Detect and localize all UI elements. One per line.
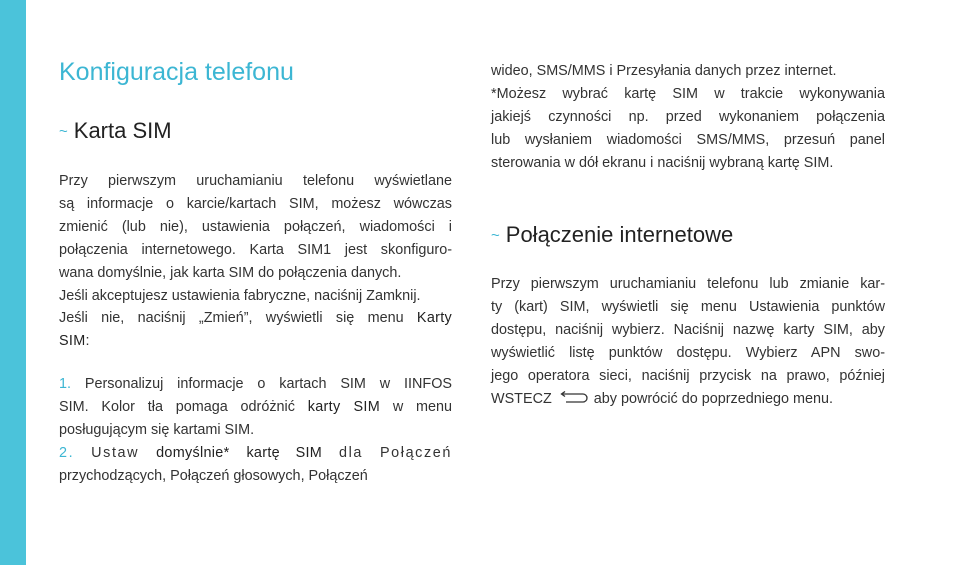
text-line: jakiejś czynności np. przed wykonaniem połączenia	[491, 108, 885, 125]
sim-menu-ref: SIM	[59, 333, 86, 350]
text-line: *Możesz wybrać kartę SIM w trakcie wykonywania	[491, 85, 885, 102]
text-line: wideo, SMS/MMS i Przesyłania danych przez internet.	[491, 63, 837, 79]
step-2-line	[59, 442, 452, 465]
text-fragment: Personalizuj informacje o kartach SIM w IINFOS	[84, 376, 453, 392]
internet-paragraph	[491, 273, 885, 410]
step-1-line	[59, 396, 452, 419]
step-number: 2.	[59, 444, 75, 461]
internet-heading-text: Połączenie internetowe	[505, 222, 734, 247]
text-fragment: Jeśli nie, naciśnij „Zmień”, wyświetli się menu	[59, 310, 404, 327]
text-fragment: w menu	[392, 398, 452, 415]
text-fragment: WSTECZ	[491, 390, 552, 407]
text-fragment: dla Połączeń	[339, 444, 452, 461]
text-line: Jeśli akceptujesz ustawienia fabryczne, naciśnij Zamknij.	[59, 287, 421, 304]
sim-card-ref: kartę SIM	[246, 444, 323, 461]
text-line: lub wysłaniem wiadomości SMS/MMS, przesuń panel	[491, 131, 885, 148]
sim-section-heading	[59, 118, 172, 144]
tilde-marker: ~	[491, 227, 500, 244]
text-line: zmienić (lub nie), ustawienia połączeń, wiadomości i	[59, 218, 452, 235]
text-line: Przy pierwszym uruchamianiu telefonu wyświetlane	[59, 173, 452, 189]
sim-steps	[59, 373, 452, 488]
back-arrow-icon	[556, 391, 590, 405]
text-line: wana domyślnie, jak karta SIM do połączenia danych.	[59, 264, 402, 281]
tilde-marker: ~	[59, 123, 68, 140]
text-line	[59, 330, 452, 353]
sim-continued-paragraph	[491, 60, 885, 175]
sim-heading-text: Karta SIM	[73, 118, 172, 143]
text-line	[59, 307, 452, 330]
text-line: wyświetlić listę punktów dostępu. Wybierz APN swo-	[491, 344, 885, 361]
page-title: Konfiguracja telefonu	[59, 58, 294, 86]
text-line: ty (kart) SIM, wyświetli się menu Ustawienia punktów	[491, 298, 885, 315]
text-line: sterowania w dół ekranu i naciśnij wybraną kartę SIM.	[491, 154, 834, 171]
text-fragment: :	[85, 333, 90, 350]
text-fragment: Ustaw	[91, 444, 140, 461]
text-line	[491, 388, 885, 411]
step-2-line: przychodzących, Połączeń głosowych, Połączeń	[59, 467, 368, 484]
text-line: dostępu, naciśnij wybierz. Naciśnij nazwę karty SIM, aby	[491, 321, 885, 338]
internet-section-heading	[491, 222, 733, 248]
step-1-line	[59, 373, 452, 396]
karty-menu-ref: Karty	[416, 310, 453, 327]
text-line: Przy pierwszym uruchamianiu telefonu lub zmianie kar-	[491, 276, 885, 292]
step-number: 1.	[59, 376, 72, 392]
sim-intro-paragraph	[59, 170, 452, 353]
text-line: połączenia internetowego. Karta SIM1 jest skonfiguro-	[59, 241, 452, 258]
text-line: jego operatora sieci, naciśnij przycisk na prawo, później	[491, 367, 885, 384]
step-1-line: posługującym się kartami SIM.	[59, 421, 255, 438]
text-fragment: aby powrócić do poprzedniego menu.	[593, 390, 833, 407]
karty-sim-ref: karty SIM	[307, 398, 381, 415]
side-color-bar	[0, 0, 26, 565]
text-fragment: SIM. Kolor tła pomaga odróżnić	[59, 398, 295, 415]
text-line: są informacje o karcie/kartach SIM, możesz wówczas	[59, 195, 452, 212]
default-ref: domyślnie*	[156, 444, 230, 461]
